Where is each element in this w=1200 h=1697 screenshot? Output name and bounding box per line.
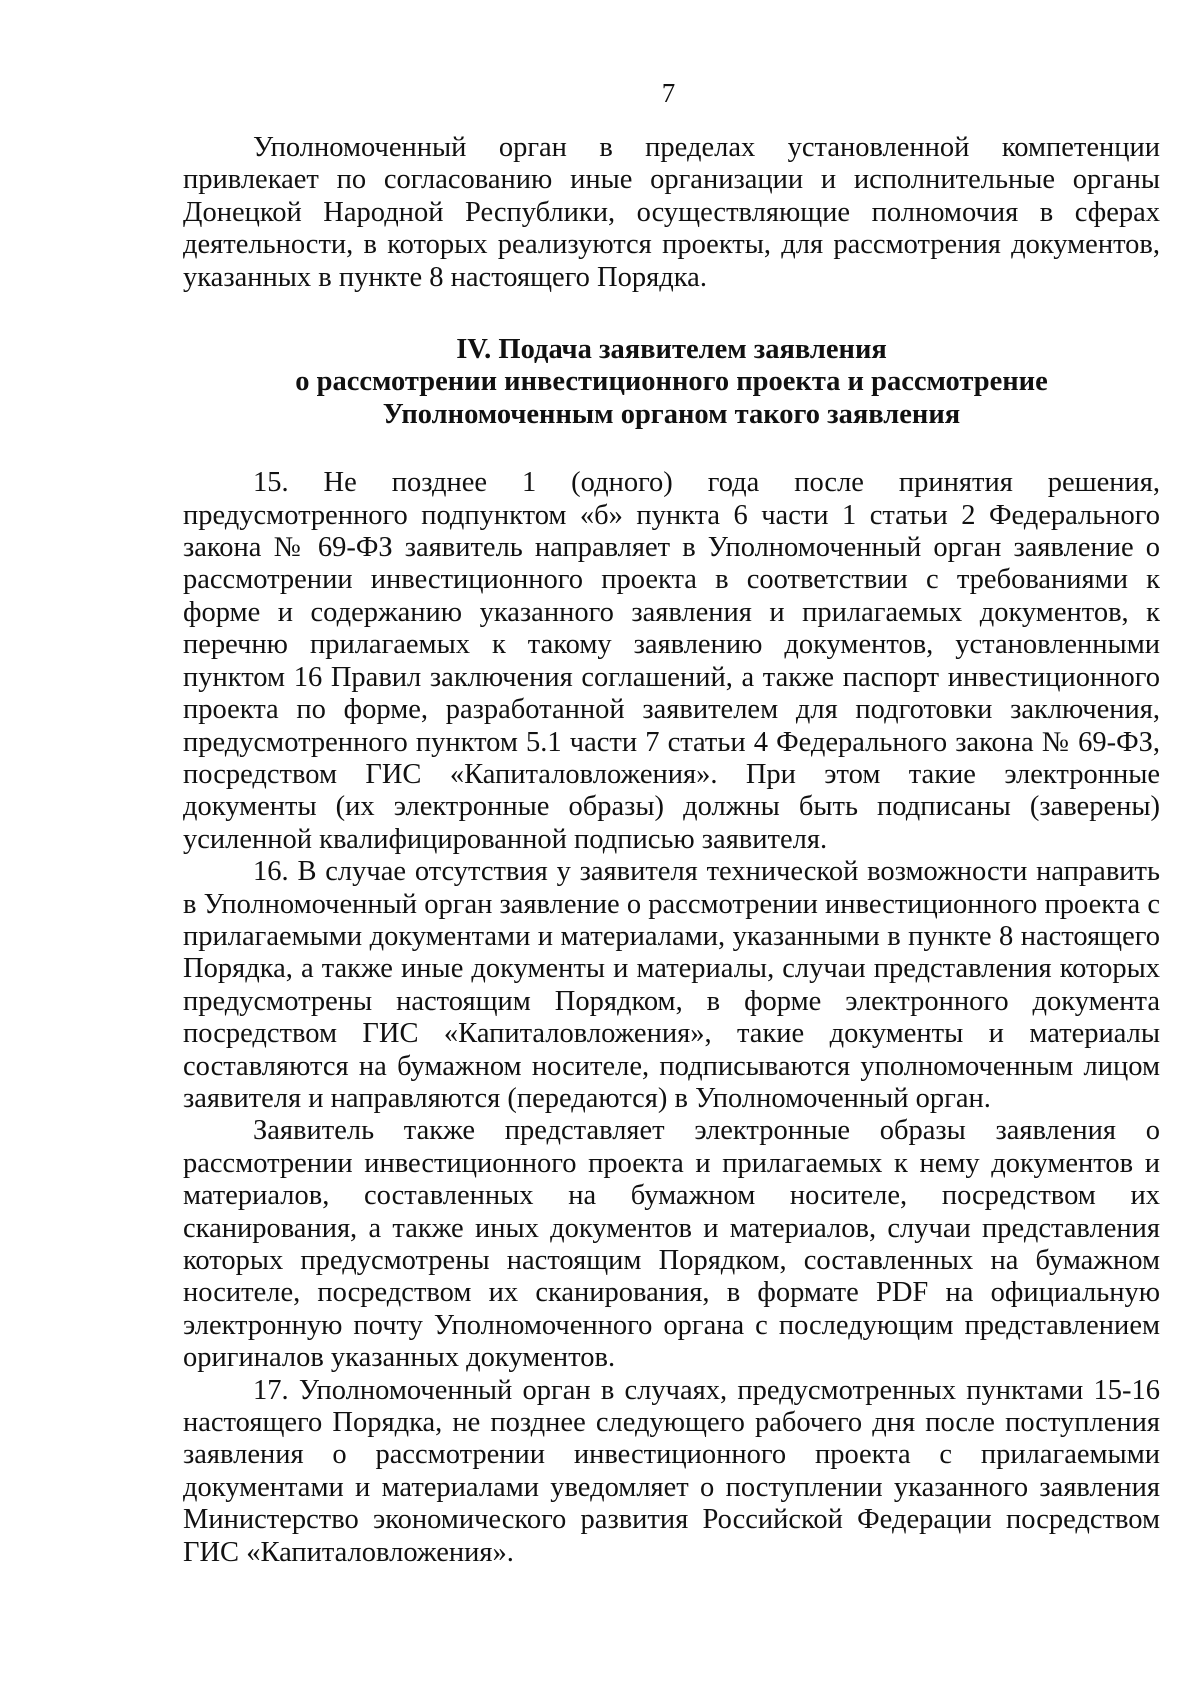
paragraph-15: 15. Не позднее 1 (одного) года после принятия решения, предусмотренного подпунктом «б» пункта 6 части 1 статьи 2 Федерального закона № 69-ФЗ заявитель направляет в Уполномоченный орган заявление о рассмотрении инвестиционного проекта в соответствии с требованиями к форме и содержанию указанного заявления и прилагаемых документов, к перечню прилагаемых к такому заявлению документов, установленными пунктом 16 Правил заключения соглашений, а также паспорт инвестиционного проекта по форме, разработанной заявителем для подготовки заключения, предусмотренного пунктом 5.1 части 7 статьи 4 Федерального закона № 69-ФЗ, посредством ГИС «Капиталовложения». При этом такие электронные документы (их электронные образы) должны быть подписаны (заверены) усиленной квалифицированной подписью заявителя. <box>183 467 1160 855</box>
paragraph-16: 16. В случае отсутствия у заявителя технической возможности направить в Уполномоченный орган заявление о рассмотрении инвестиционного проекта с прилагаемыми документами и материалами, указанными в пункте 8 настоящего Порядка, а также иные документы и материалы, случаи представления которых предусмотрены настоящим Порядком, в форме электронного документа посредством ГИС «Капиталовложения», такие документы и материалы составляются на бумажном носителе, подписываются уполномоченным лицом заявителя и направляются (передаются) в Уполномоченный орган. <box>183 856 1160 1114</box>
intro-paragraph: Уполномоченный орган в пределах установленной компетенции привлекает по согласованию иные организации и исполнительные органы Донецкой Народной Республики, осуществляющие полномочия в сферах деятельности, в которых реализуются проекты, для рассмотрения документов, указанных в пункте 8 настоящего Порядка. <box>183 132 1160 293</box>
section-heading <box>183 334 1160 431</box>
page-number: 7 <box>661 78 676 108</box>
document-body <box>183 132 1160 1569</box>
section-heading-line: IV. Подача заявителем заявления <box>456 334 887 366</box>
paragraph-17: 17. Уполномоченный орган в случаях, предусмотренных пунктами 15-16 настоящего Порядка, не позднее следующего рабочего дня после поступления заявления о рассмотрении инвестиционного проекта с прилагаемыми документами и материалами уведомляет о поступлении указанного заявления Министерство экономического развития Российской Федерации посредством ГИС «Капиталовложения». <box>183 1374 1160 1568</box>
section-heading-line: Уполномоченным органом такого заявления <box>382 398 961 430</box>
paragraph-16-continued: Заявитель также представляет электронные образы заявления о рассмотрении инвестиционного проекта и прилагаемых к нему документов и материалов, составленных на бумажном носителе, посредством их сканирования, а также иных документов и материалов, случаи представления которых предусмотрены настоящим Порядком, составленных на бумажном носителе, посредством их сканирования, в формате PDF на официальную электронную почту Уполномоченного органа с последующим представлением оригиналов указанных документов. <box>183 1115 1160 1374</box>
section-heading-line: о рассмотрении инвестиционного проекта и рассмотрение <box>295 366 1048 398</box>
